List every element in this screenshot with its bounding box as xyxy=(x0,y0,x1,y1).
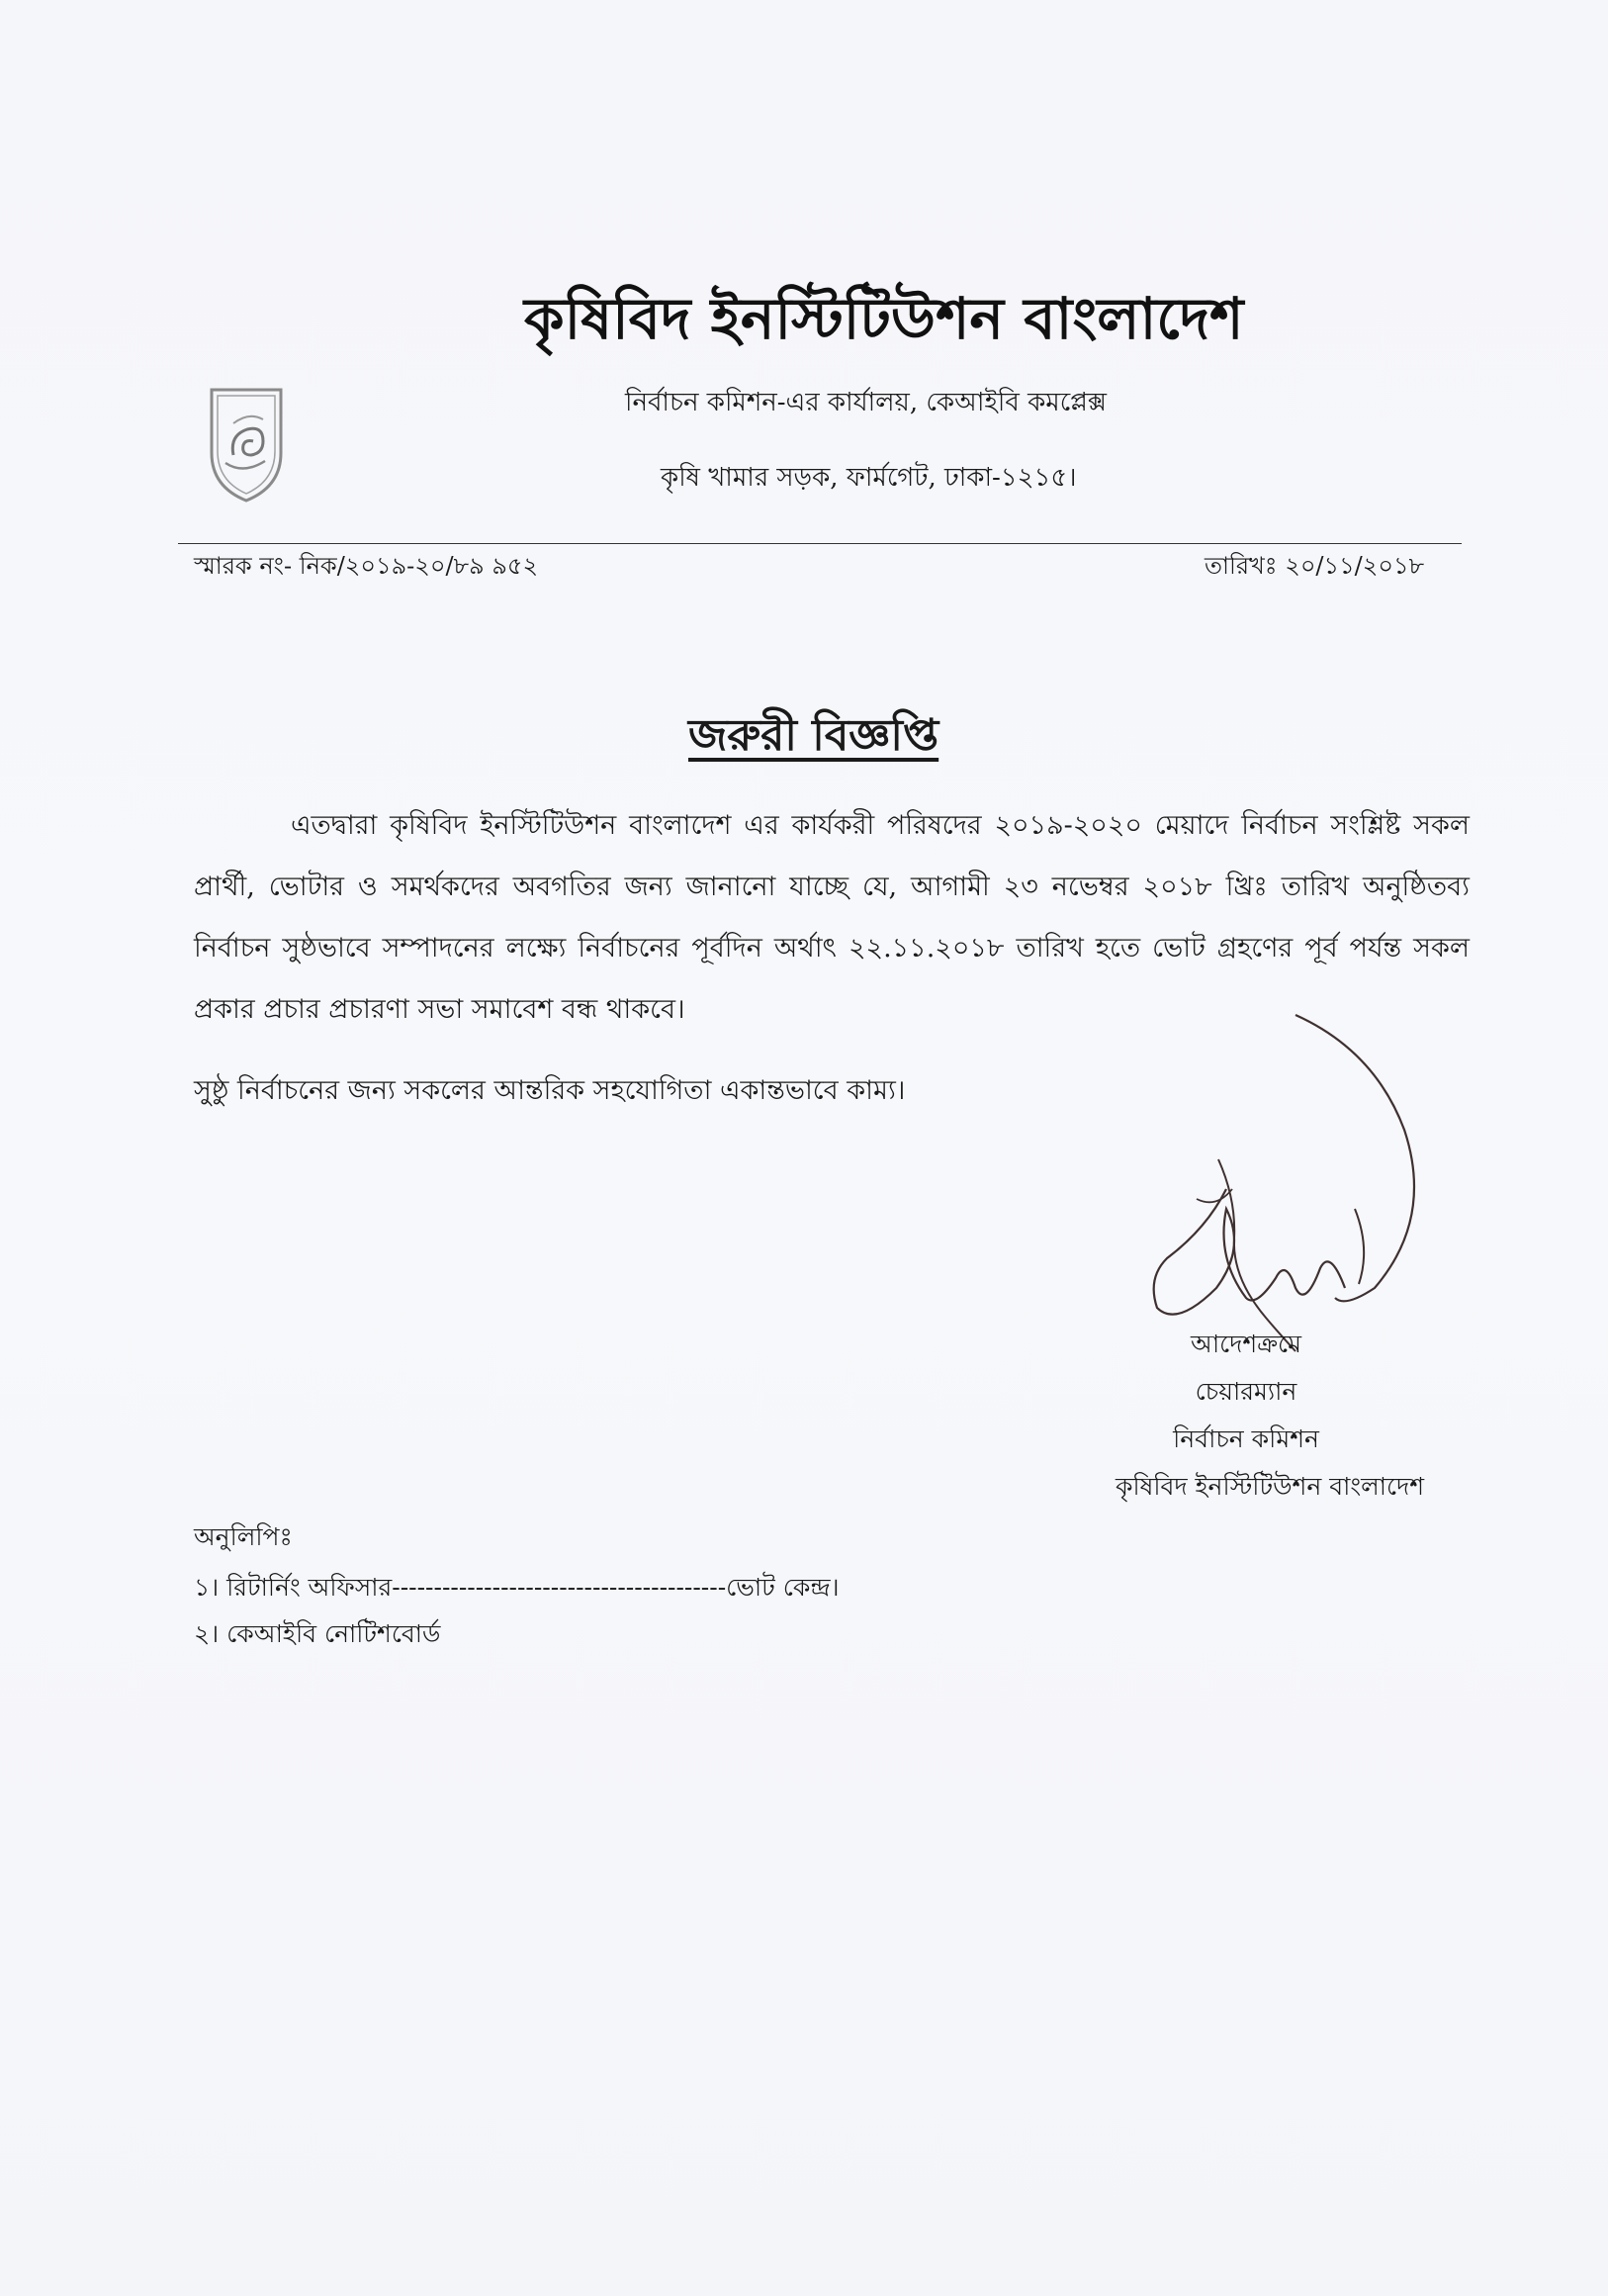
organization-title: কৃষিবিদ ইনস্টিটিউশন বাংলাদেশ xyxy=(524,285,1244,352)
memo-date: তারিখঃ ২০/১১/২০১৮ xyxy=(1205,552,1425,580)
notice-body: এতদ্বারা কৃষিবিদ ইনস্টিটিউশন বাংলাদেশ এর কার্যকরী পরিষদের ২০১৯-২০২০ মেয়াদে নির্বাচন সংশ্লিষ্ট সকল প্রার্থী, ভোটার ও সমর্থকদের অবগতির জন্য জানানো যাচ্ছে যে, আগামী ২৩ নভেম্বর ২০১৮ খ্রিঃ তারিখ অনুষ্ঠিতব্য নির্বাচন সুষ্ঠভাবে সম্পাদনের লক্ষ্যে নির্বাচনের পূর্বদিন অর্থাৎ ২২.১১.২০১৮ তারিখ হতে ভোট গ্রহণের পূর্ব পর্যন্ত সকল প্রকার প্রচার প্রচারণা সভা সমাবেশ বন্ধ থাকবে। xyxy=(194,810,1470,1025)
signatory-designation: চেয়ারম্যান xyxy=(1195,1377,1297,1406)
signatory-order: আদেশক্রমে xyxy=(1191,1330,1301,1358)
notice-closing: সুষ্ঠু নির্বাচনের জন্য সকলের আন্তরিক সহযোগিতা একান্তভাবে কাম্য। xyxy=(194,1075,906,1106)
memo-reference: স্মারক নং- নিক/২০১৯-২০/৮৯ ৯৫২ xyxy=(194,552,539,580)
signatory-organization: কৃষিবিদ ইনস্টিটিউশন বাংলাদেশ xyxy=(1115,1472,1424,1501)
copies-item: ১। রিটার্নিং অফিসার----------------------------------------ভোট কেন্দ্র। xyxy=(194,1573,840,1602)
signatory-body: নির্বাচন কমিশন xyxy=(1173,1424,1319,1453)
office-line: নির্বাচন কমিশন-এর কার্যালয়, কেআইবি কমপ্লেক্স xyxy=(625,388,1108,417)
handwritten-signature xyxy=(1108,1011,1434,1367)
notice-title: জরুরী বিজ্ঞপ্তি xyxy=(688,710,939,761)
kib-emblem-icon xyxy=(204,384,289,505)
copies-heading: অনুলিপিঃ xyxy=(194,1522,293,1551)
header-divider xyxy=(178,543,1462,544)
copies-item: ২। কেআইবি নোটিশবোর্ড xyxy=(194,1619,441,1648)
signatory-block xyxy=(1028,1321,1424,1511)
address-line: কৃষি খামার সড়ক, ফার্মগেট, ঢাকা-১২১৫। xyxy=(661,463,1077,493)
